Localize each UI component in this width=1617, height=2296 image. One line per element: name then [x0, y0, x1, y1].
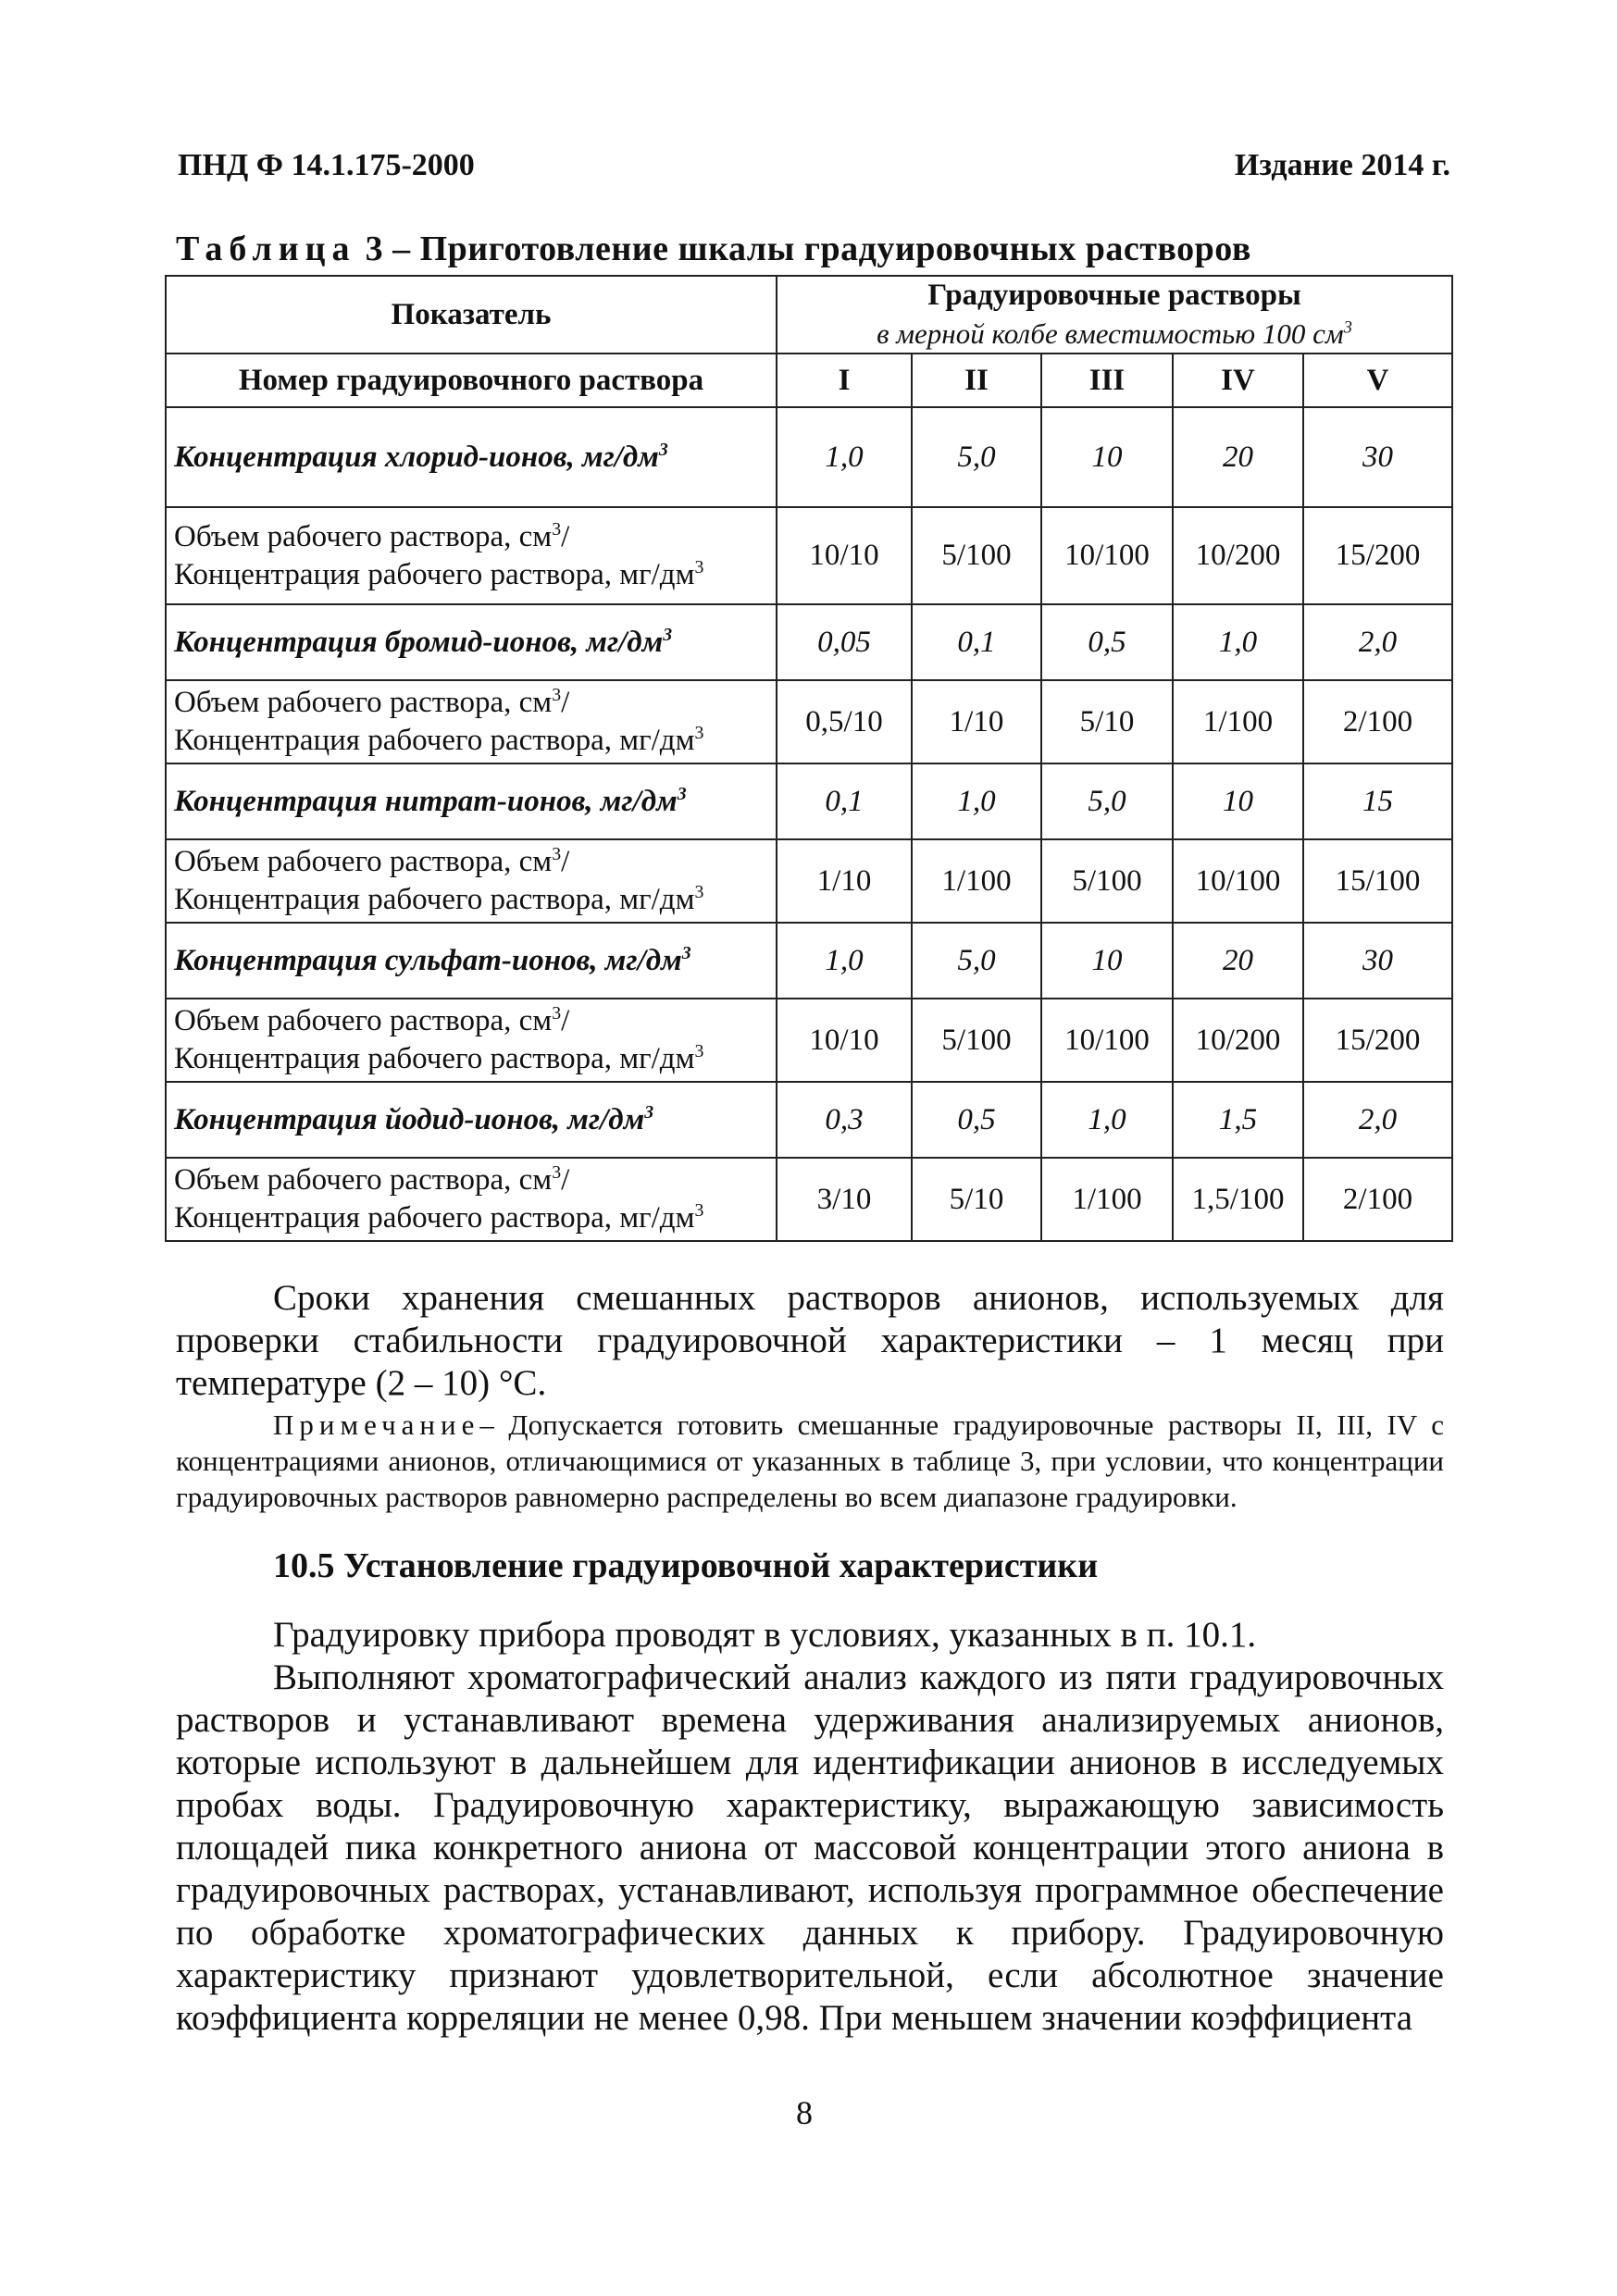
note-text: – Допускается готовить смешанные градуировочные растворы II, III, IV с концентрациями анионов, отличающимися от указанных в таблице 3, при условии, что концентрации градуировочных растворов равномерно распределены во всем диапазоне градуировки. — [176, 1409, 1444, 1513]
volume-value: 5/100 — [912, 507, 1041, 604]
concentration-value: 15 — [1303, 763, 1452, 839]
header-solutions-title: Градуировочные растворы — [927, 279, 1301, 312]
concentration-value: 2,0 — [1303, 604, 1452, 680]
section-paragraph-1: Градуировку прибора проводят в условиях, указанных в п. 10.1. — [273, 1615, 1257, 1655]
volume-label: Объем рабочего раствора, $см^3/$ Концентрация рабочего раствора, $мг/дм^3$ — [166, 680, 777, 763]
section-title: 10.5 Установление градуировочной характеристики — [273, 1546, 1099, 1585]
concentration-value: 10 — [1041, 923, 1173, 999]
concentration-label: Концентрация сульфат-ионов, $мг/дм^3$ — [166, 923, 777, 999]
solution-number: V — [1303, 354, 1452, 407]
volume-row — [166, 839, 1452, 923]
table-caption — [176, 229, 1324, 269]
concentration-value: 5,0 — [912, 407, 1041, 507]
volume-value: 15/200 — [1303, 999, 1452, 1082]
volume-row — [166, 680, 1452, 763]
volume-value: 5/10 — [1041, 680, 1173, 763]
note-label: Примечание — [273, 1409, 480, 1441]
concentration-value: 1,0 — [912, 763, 1041, 839]
concentration-row — [166, 1082, 1452, 1158]
concentration-value: 0,1 — [912, 604, 1041, 680]
volume-value: 10/10 — [777, 999, 912, 1082]
volume-value: 10/200 — [1173, 999, 1303, 1082]
concentration-value: 1,5 — [1173, 1082, 1303, 1158]
concentration-value: 0,05 — [777, 604, 912, 680]
edition-label: Издание 2014 г. — [1234, 148, 1450, 182]
document-code: ПНД Ф 14.1.175-2000 — [178, 148, 475, 182]
caption-prefix: Таблица — [176, 230, 356, 268]
concentration-value: 20 — [1173, 407, 1303, 507]
concentration-label: Концентрация йодид-ионов, $мг/дм^3$ — [166, 1082, 777, 1158]
section-paragraph-2: Выполняют хроматографический анализ каждого из пяти градуировочных растворов и устанавливают времена удерживания анализируемых анионов, которые используют в дальнейшем для идентификации анионов в исследуемых пробах воды. Градуировочную характеристику, выражающую зависимость площадей пика конкретного аниона от массовой концентрации этого аниона в градуировочных растворах, устанавливают, используя программное обеспечение по обработке хроматографических данных к прибору. Градуировочную характеристику признают удовлетворительной, если абсолютное значение коэффициента корреляции не менее 0,98. При меньшем значении коэффициента — [176, 1657, 1444, 2038]
volume-value: 1/10 — [912, 680, 1041, 763]
header-solutions — [777, 276, 1452, 354]
concentration-value: 30 — [1303, 923, 1452, 999]
concentration-value: 10 — [1173, 763, 1303, 839]
solution-number-row — [166, 354, 1452, 407]
concentration-value: 30 — [1303, 407, 1452, 507]
volume-value: 5/100 — [912, 999, 1041, 1082]
volume-label: Объем рабочего раствора, $см^3/$ Концентрация рабочего раствора, $мг/дм^3$ — [166, 839, 777, 923]
solution-number: III — [1041, 354, 1173, 407]
concentration-value: 20 — [1173, 923, 1303, 999]
volume-label: Объем рабочего раствора, $см^3/$ Концентрация рабочего раствора, $мг/дм^3$ — [166, 507, 777, 604]
volume-value: 1/100 — [1041, 1158, 1173, 1241]
volume-value: 10/200 — [1173, 507, 1303, 604]
volume-value: 1/100 — [912, 839, 1041, 923]
solution-number-label: Номер градуировочного раствора — [166, 354, 777, 407]
storage-paragraph: Сроки хранения смешанных растворов анионов, используемых для проверки стабильности градуировочной характеристики – 1 месяц при температуре (2 – 10) °С. — [176, 1278, 1444, 1403]
volume-value: 15/100 — [1303, 839, 1452, 923]
concentration-value: 0,5 — [1041, 604, 1173, 680]
volume-value: 1/10 — [777, 839, 912, 923]
concentration-value: 1,0 — [1173, 604, 1303, 680]
volume-value: 15/200 — [1303, 507, 1452, 604]
concentration-value: 5,0 — [912, 923, 1041, 999]
table-header-row — [166, 276, 1452, 354]
concentration-label: Концентрация бромид-ионов, $мг/дм^3$ — [166, 604, 777, 680]
page-number: 8 — [796, 2094, 813, 2131]
volume-value: 1,5/100 — [1173, 1158, 1303, 1241]
header-indicator: Показатель — [166, 276, 777, 354]
concentration-value: 0,3 — [777, 1082, 912, 1158]
volume-value: 10/100 — [1041, 507, 1173, 604]
volume-value: 5/100 — [1041, 839, 1173, 923]
solution-number: IV — [1173, 354, 1303, 407]
header-solutions-sub: в мерной колбе вместимостью 100 $см^3$ — [877, 317, 1352, 350]
caption-text: 3 – Приготовление шкалы градуировочных растворов — [355, 230, 1251, 268]
volume-label: Объем рабочего раствора, $см^3/$ Концентрация рабочего раствора, $мг/дм^3$ — [166, 1158, 777, 1241]
volume-row — [166, 507, 1452, 604]
concentration-value: 0,1 — [777, 763, 912, 839]
volume-value: 10/100 — [1173, 839, 1303, 923]
concentration-value: 2,0 — [1303, 1082, 1452, 1158]
concentration-value: 10 — [1041, 407, 1173, 507]
volume-value: 10/10 — [777, 507, 912, 604]
volume-value: 2/100 — [1303, 680, 1452, 763]
volume-value: 10/100 — [1041, 999, 1173, 1082]
solution-number: I — [777, 354, 912, 407]
concentration-row — [166, 763, 1452, 839]
volume-row — [166, 1158, 1452, 1241]
concentration-value: 1,0 — [1041, 1082, 1173, 1158]
volume-row — [166, 999, 1452, 1082]
volume-value: 0,5/10 — [777, 680, 912, 763]
note — [176, 1407, 1444, 1515]
concentration-value: 0,5 — [912, 1082, 1041, 1158]
volume-value: 5/10 — [912, 1158, 1041, 1241]
concentration-value: 1,0 — [777, 407, 912, 507]
calibration-table — [165, 275, 1453, 1242]
volume-value: 3/10 — [777, 1158, 912, 1241]
concentration-value: 1,0 — [777, 923, 912, 999]
concentration-label: Концентрация хлорид-ионов, $мг/дм^3$ — [166, 407, 777, 507]
volume-label: Объем рабочего раствора, $см^3/$ Концентрация рабочего раствора, $мг/дм^3$ — [166, 999, 777, 1082]
volume-value: 2/100 — [1303, 1158, 1452, 1241]
concentration-value: 5,0 — [1041, 763, 1173, 839]
concentration-row — [166, 604, 1452, 680]
concentration-row — [166, 923, 1452, 999]
volume-value: 1/100 — [1173, 680, 1303, 763]
solution-number: II — [912, 354, 1041, 407]
concentration-label: Концентрация нитрат-ионов, $мг/дм^3$ — [166, 763, 777, 839]
concentration-row — [166, 407, 1452, 507]
